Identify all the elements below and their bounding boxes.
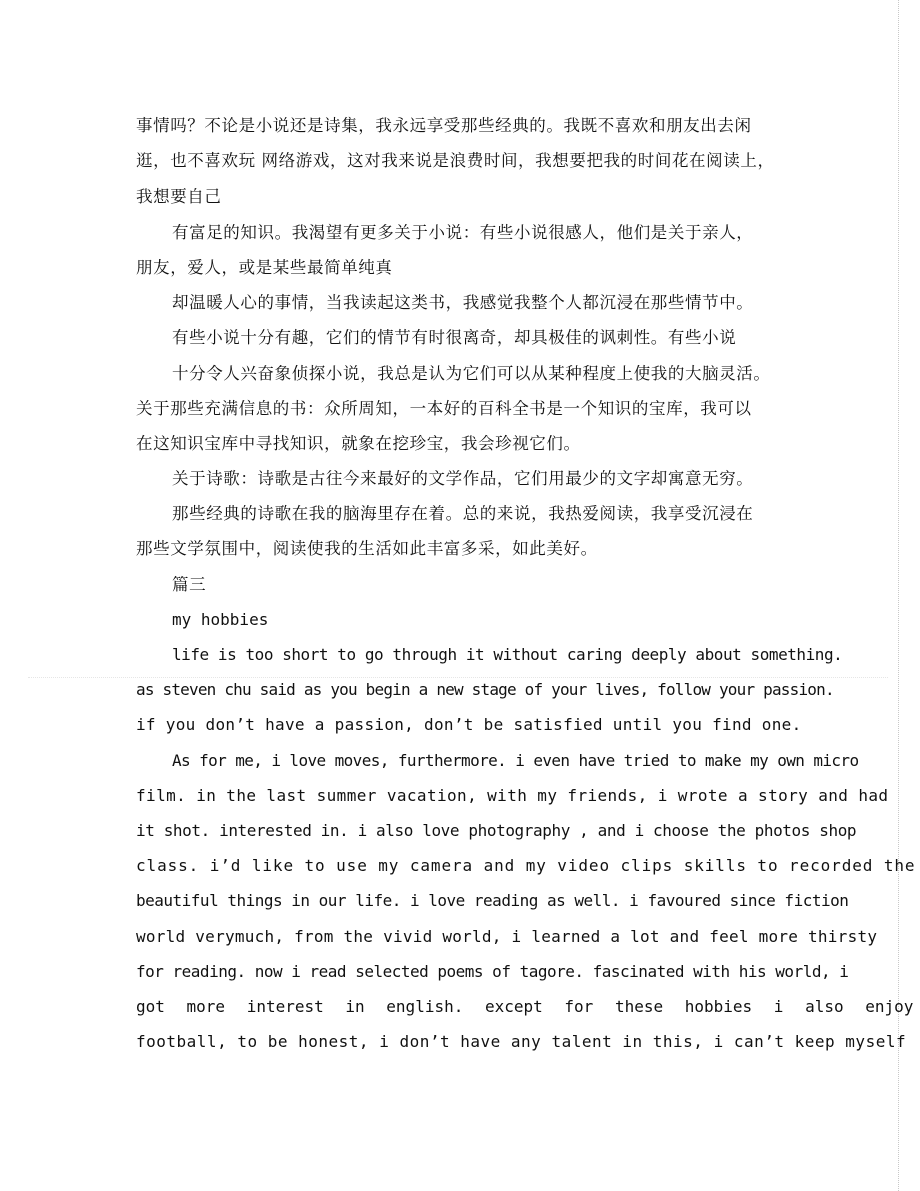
body-line: 在这知识宝库中寻找知识，就象在挖珍宝，我会珍视它们。 xyxy=(136,434,581,453)
body-line: beautiful things in our life. i love reading as well. i favoured since fiction xyxy=(136,891,849,910)
paragraph-line: 那些经典的诗歌在我的脑海里存在着。总的来说，我热爱阅读，我享受沉浸在 xyxy=(172,504,754,523)
paragraph-line: 有些小说十分有趣，它们的情节有时很离奇，却具极佳的讽刺性。有些小说 xyxy=(172,328,737,347)
body-line: class. i’d like to use my camera and my video clips skills to recorded the xyxy=(136,856,916,875)
paragraph-line: 却温暖人心的事情，当我读起这类书，我感觉我整个人都沉浸在那些情节中。 xyxy=(172,293,754,312)
body-line: world verymuch, from the vivid world, i learned a lot and feel more thirsty xyxy=(136,927,878,946)
body-line: film. in the last summer vacation, with my friends, i wrote a story and had xyxy=(136,786,889,805)
paragraph-line: 十分令人兴奋象侦探小说，我总是认为它们可以从某种程度上使我的大脑灵活。 xyxy=(172,364,771,383)
paragraph-line: As for me, i love moves, furthermore. i even have tried to make my own micro xyxy=(172,751,859,770)
body-line: got more interest in english. except for these hobbies i also enjoy xyxy=(136,997,914,1016)
body-line: football, to be honest, i don’t have any talent in this, i can’t keep myself xyxy=(136,1032,907,1051)
paragraph-line: life is too short to go through it without caring deeply about something. xyxy=(172,645,843,664)
essay-title: my hobbies xyxy=(172,610,269,629)
section-heading: 篇三 xyxy=(172,575,207,594)
body-line: it shot. interested in. i also love photography , and i choose the photos shop xyxy=(136,821,857,840)
page-break-rule xyxy=(28,677,888,678)
paragraph-line: 有富足的知识。我渴望有更多关于小说：有些小说很感人，他们是关于亲人， xyxy=(172,223,754,242)
body-line: 事情吗？不论是小说还是诗集，我永远享受那些经典的。我既不喜欢和朋友出去闲 xyxy=(136,116,752,135)
body-line: 朋友，爱人，或是某些最简单纯真 xyxy=(136,258,393,277)
paragraph-line: 关于诗歌：诗歌是古往今来最好的文学作品，它们用最少的文字却寓意无穷。 xyxy=(172,469,754,488)
body-line: 我想要自己 xyxy=(136,187,222,206)
body-line: if you don’t have a passion, don’t be satisfied until you find one. xyxy=(136,715,802,734)
body-line: 逛，也不喜欢玩 网络游戏，这对我来说是浪费时间，我想要把我的时间花在阅读上， xyxy=(136,151,775,170)
body-line: 那些文学氛围中，阅读使我的生活如此丰富多采，如此美好。 xyxy=(136,539,598,558)
body-line: 关于那些充满信息的书：众所周知，一本好的百科全书是一个知识的宝库，我可以 xyxy=(136,399,752,418)
body-line: for reading. now i read selected poems of tagore. fascinated with his world, i xyxy=(136,962,849,981)
body-line: as steven chu said as you begin a new stage of your lives, follow your passion. xyxy=(136,680,834,699)
